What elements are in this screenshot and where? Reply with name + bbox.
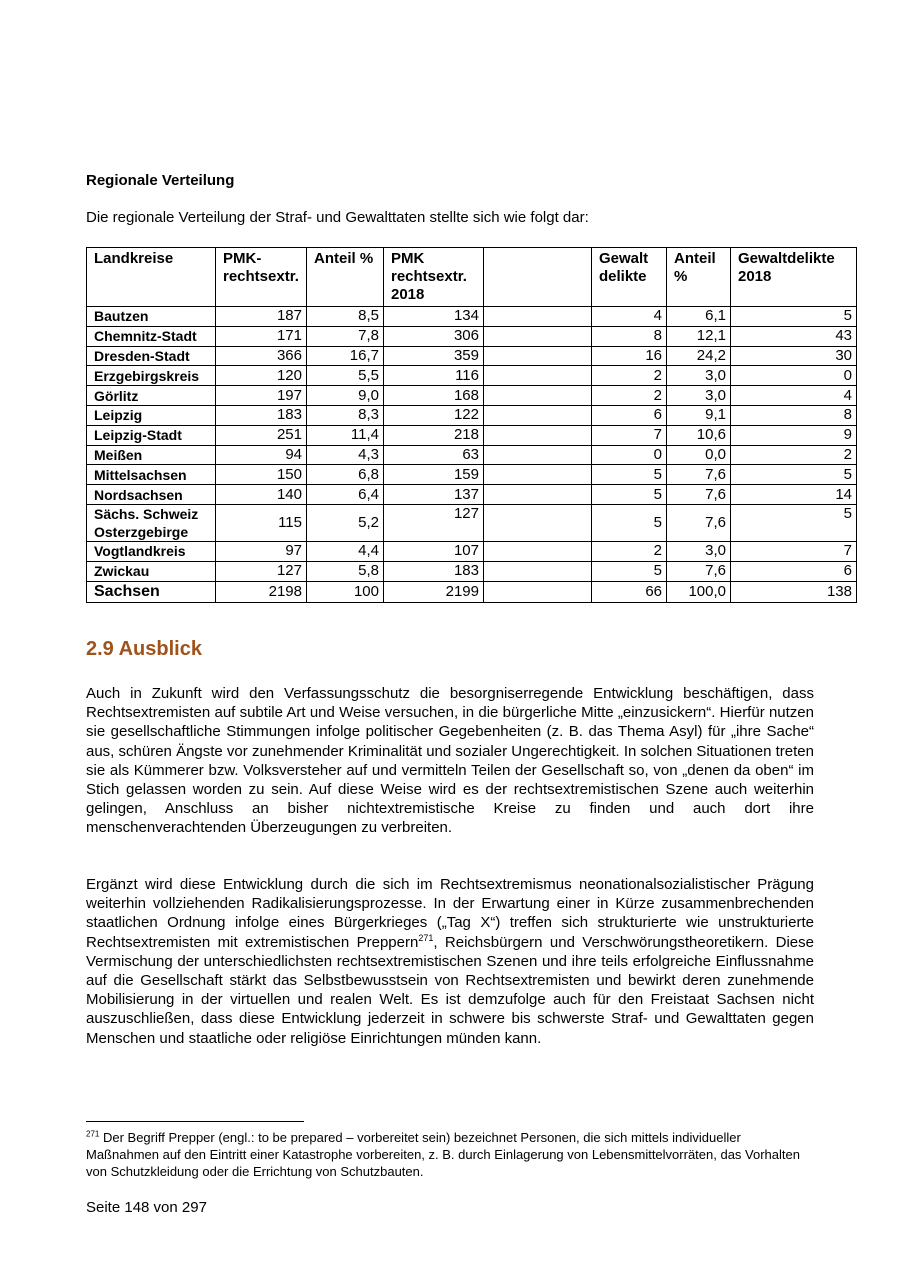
table-cell: 4,4 <box>307 541 384 561</box>
col-header <box>484 248 592 307</box>
regional-distribution-table <box>86 247 857 603</box>
table-cell: 11,4 <box>307 425 384 445</box>
table-cell: 8,5 <box>307 307 384 327</box>
table-cell: 8 <box>731 405 857 425</box>
table-cell: 14 <box>731 485 857 505</box>
table-cell: 2198 <box>216 581 307 602</box>
paragraph-text: Ergänzt wird diese Entwicklung durch die sich im Rechtsextremismus neonationalsozialistischer Prägung weiterhin vollziehenden Radikalisierungsprozesse. In der Erwartung einer in Kürze zusammenbrechenden staatlichen Ordnung infolge eines Bürgerkrieges („Tag X“) treffen sich strukturierte wie unstrukturierte Rechtsextremisten mit extremistischen Preppern <box>86 876 814 951</box>
table-cell: 5 <box>592 485 667 505</box>
table-row <box>87 346 857 366</box>
col-header: Gewalt delikte <box>592 248 667 307</box>
table-cell: 97 <box>216 541 307 561</box>
table-row <box>87 541 857 561</box>
table-cell: 8 <box>592 326 667 346</box>
section-heading: Regionale Verteilung <box>86 172 235 189</box>
table-cell: 9 <box>731 425 857 445</box>
table-cell: 5,8 <box>307 561 384 581</box>
region-name-cell: Leipzig <box>87 405 216 425</box>
table-cell: 171 <box>216 326 307 346</box>
table-cell: 150 <box>216 465 307 485</box>
table-cell <box>484 346 592 366</box>
col-header: Gewaltdelikte 2018 <box>731 248 857 307</box>
table-cell: 5 <box>592 465 667 485</box>
region-name-cell: Erzgebirgskreis <box>87 366 216 386</box>
table-cell: 218 <box>384 425 484 445</box>
table-cell: 24,2 <box>667 346 731 366</box>
table-cell: 120 <box>216 366 307 386</box>
table-cell: 0,0 <box>667 445 731 465</box>
table-cell: 4 <box>592 307 667 327</box>
table-cell <box>484 445 592 465</box>
table-cell: 107 <box>384 541 484 561</box>
table-header-row <box>87 248 857 307</box>
region-name-cell: Görlitz <box>87 386 216 406</box>
table-cell: 7,6 <box>667 465 731 485</box>
table-cell: 7,6 <box>667 561 731 581</box>
table-cell: 30 <box>731 346 857 366</box>
table-cell: 2 <box>592 386 667 406</box>
table-cell: 4 <box>731 386 857 406</box>
table-cell: 2 <box>592 366 667 386</box>
page-number: Seite 148 von 297 <box>86 1199 207 1216</box>
table-row <box>87 485 857 505</box>
table-cell: 9,1 <box>667 405 731 425</box>
table-cell: 5 <box>592 561 667 581</box>
table-cell: 10,6 <box>667 425 731 445</box>
table-cell: 197 <box>216 386 307 406</box>
table-cell <box>484 581 592 602</box>
table-cell: 12,1 <box>667 326 731 346</box>
table-row <box>87 465 857 485</box>
table-cell: 5 <box>592 504 667 541</box>
footnote <box>86 1129 814 1180</box>
table-cell: 5 <box>731 307 857 327</box>
table-cell: 4,3 <box>307 445 384 465</box>
region-name-cell: Meißen <box>87 445 216 465</box>
table-cell: 94 <box>216 445 307 465</box>
region-name-cell: Vogtlandkreis <box>87 541 216 561</box>
region-name-cell: Leipzig-Stadt <box>87 425 216 445</box>
footnote-number: 271 <box>86 1129 100 1139</box>
table-row <box>87 307 857 327</box>
col-header: PMK-rechtsextr. <box>216 248 307 307</box>
table-cell: 100 <box>307 581 384 602</box>
table-cell: 137 <box>384 485 484 505</box>
paragraph <box>86 875 814 1048</box>
table-cell: 116 <box>384 366 484 386</box>
table-cell <box>484 485 592 505</box>
table-cell <box>484 541 592 561</box>
table-cell: 3,0 <box>667 366 731 386</box>
footnote-reference[interactable]: 271 <box>418 932 434 943</box>
table-cell: 9,0 <box>307 386 384 406</box>
table-cell: 66 <box>592 581 667 602</box>
table-cell: 127 <box>384 504 484 541</box>
table-cell <box>484 504 592 541</box>
table-cell: 6,8 <box>307 465 384 485</box>
table-cell: 0 <box>731 366 857 386</box>
table-row <box>87 386 857 406</box>
table-cell: 16,7 <box>307 346 384 366</box>
region-name-cell: Chemnitz-Stadt <box>87 326 216 346</box>
table-cell <box>484 326 592 346</box>
table-cell: 16 <box>592 346 667 366</box>
table-cell: 7,8 <box>307 326 384 346</box>
table-cell: 115 <box>216 504 307 541</box>
table-cell: 168 <box>384 386 484 406</box>
table-body <box>87 307 857 603</box>
table-cell <box>484 307 592 327</box>
region-name-cell: Nordsachsen <box>87 485 216 505</box>
table-cell <box>484 465 592 485</box>
table-cell: 6 <box>731 561 857 581</box>
table-cell: 183 <box>216 405 307 425</box>
footnote-text: Der Begriff Prepper (engl.: to be prepared – vorbereitet sein) bezeichnet Personen, die sich mittels individueller Maßnahmen auf den Eintritt einer Katastrophe vorbereiten, z. B. durch Einlagerung von Lebensmittelvorräten, das Vorhalten von Schutzkleidung oder die Errichtung von Schutzbauten. <box>86 1130 800 1179</box>
col-header: Anteil % <box>307 248 384 307</box>
table-cell: 127 <box>216 561 307 581</box>
table-cell: 7,6 <box>667 504 731 541</box>
table-cell: 6,1 <box>667 307 731 327</box>
table-cell: 6 <box>592 405 667 425</box>
table-cell <box>484 425 592 445</box>
region-name-cell: Sächs. Schweiz Osterzgebirge <box>87 504 216 541</box>
table-cell: 122 <box>384 405 484 425</box>
region-name-cell: Dresden-Stadt <box>87 346 216 366</box>
table-cell <box>484 561 592 581</box>
table-cell: 43 <box>731 326 857 346</box>
table-cell: 251 <box>216 425 307 445</box>
table-cell: 187 <box>216 307 307 327</box>
table-cell: 2 <box>731 445 857 465</box>
table-total-row <box>87 581 857 602</box>
col-header: PMK rechtsextr. 2018 <box>384 248 484 307</box>
table-cell: 2 <box>592 541 667 561</box>
table-cell: 366 <box>216 346 307 366</box>
col-header: Anteil % <box>667 248 731 307</box>
table-cell: 7 <box>592 425 667 445</box>
table-cell: 7,6 <box>667 485 731 505</box>
table-cell: 8,3 <box>307 405 384 425</box>
table-cell: 5 <box>731 504 857 541</box>
table-cell: 7 <box>731 541 857 561</box>
table-cell: 3,0 <box>667 386 731 406</box>
footnote-separator <box>86 1121 304 1122</box>
table-row <box>87 366 857 386</box>
table-cell: 140 <box>216 485 307 505</box>
table-cell: 183 <box>384 561 484 581</box>
table-cell: 359 <box>384 346 484 366</box>
table-cell: 6,4 <box>307 485 384 505</box>
table-row <box>87 326 857 346</box>
table-cell: 138 <box>731 581 857 602</box>
table-row <box>87 425 857 445</box>
table-cell: 2199 <box>384 581 484 602</box>
table-cell: 134 <box>384 307 484 327</box>
paragraph: Auch in Zukunft wird den Verfassungsschutz die besorgniserregende Entwicklung beschäftigen, dass Rechtsextremisten auf subtile Art und Weise versuchen, in die bürgerliche Mitte „einzusickern“. Hierfür nutzen sie gesellschaftliche Stimmungen infolge politischer Gegebenheiten (z. B. das Thema Asyl) für „ihre Sache“ aus, schüren Ängste vor zunehmender Kriminalität und sozialer Ungerechtigkeit. In solchen Situationen treten sie als Kümmerer bzw. Volksversteher auf und vermitteln Teilen der Gesellschaft so, von „denen da oben“ im Stich gelassen worden zu sein. Auf diese Weise wird es der rechtsextremistischen Szene auch weiterhin gelingen, Anschluss an bisher nichtextremistische Kreise zu finden und auch dort ihre menschenverachtenden Überzeugungen zu verbreiten. <box>86 685 814 837</box>
table-row <box>87 561 857 581</box>
table-cell: 0 <box>592 445 667 465</box>
chapter-heading: 2.9 Ausblick <box>86 638 202 660</box>
region-name-cell: Bautzen <box>87 307 216 327</box>
table-row <box>87 504 857 541</box>
table-cell: 5,2 <box>307 504 384 541</box>
table-cell: 3,0 <box>667 541 731 561</box>
table-cell <box>484 366 592 386</box>
table-cell: 306 <box>384 326 484 346</box>
col-header: Landkreise <box>87 248 216 307</box>
table-cell: 100,0 <box>667 581 731 602</box>
table-cell: 5,5 <box>307 366 384 386</box>
table-cell: 63 <box>384 445 484 465</box>
region-name-cell: Mittelsachsen <box>87 465 216 485</box>
intro-text: Die regionale Verteilung der Straf- und Gewalttaten stellte sich wie folgt dar: <box>86 209 589 226</box>
table-cell <box>484 405 592 425</box>
table-cell: 159 <box>384 465 484 485</box>
table-row <box>87 445 857 465</box>
region-name-cell: Sachsen <box>87 581 216 602</box>
table-row <box>87 405 857 425</box>
table-cell: 5 <box>731 465 857 485</box>
paragraph-text: , Reichsbürgern und Verschwörungstheoretikern. Diese Vermischung der unterschiedlichsten rechtsextremistischen Szenen und ihre teils erfolgreiche Einflussnahme auf die Gesellschaft stärkt das Selbstbewusstsein von Rechtsextremisten und bewirkt deren zunehmende Mobilisierung in der virtuellen und realen Welt. Es ist demzufolge auch für den Freistaat Sachsen nicht auszuschließen, dass diese Entwicklung jederzeit in schwere bis schwerste Straf- und Gewalttaten gegen Menschen und staatliche oder religiöse Einrichtungen münden kann. <box>86 933 814 1047</box>
region-name-cell: Zwickau <box>87 561 216 581</box>
table-cell <box>484 386 592 406</box>
